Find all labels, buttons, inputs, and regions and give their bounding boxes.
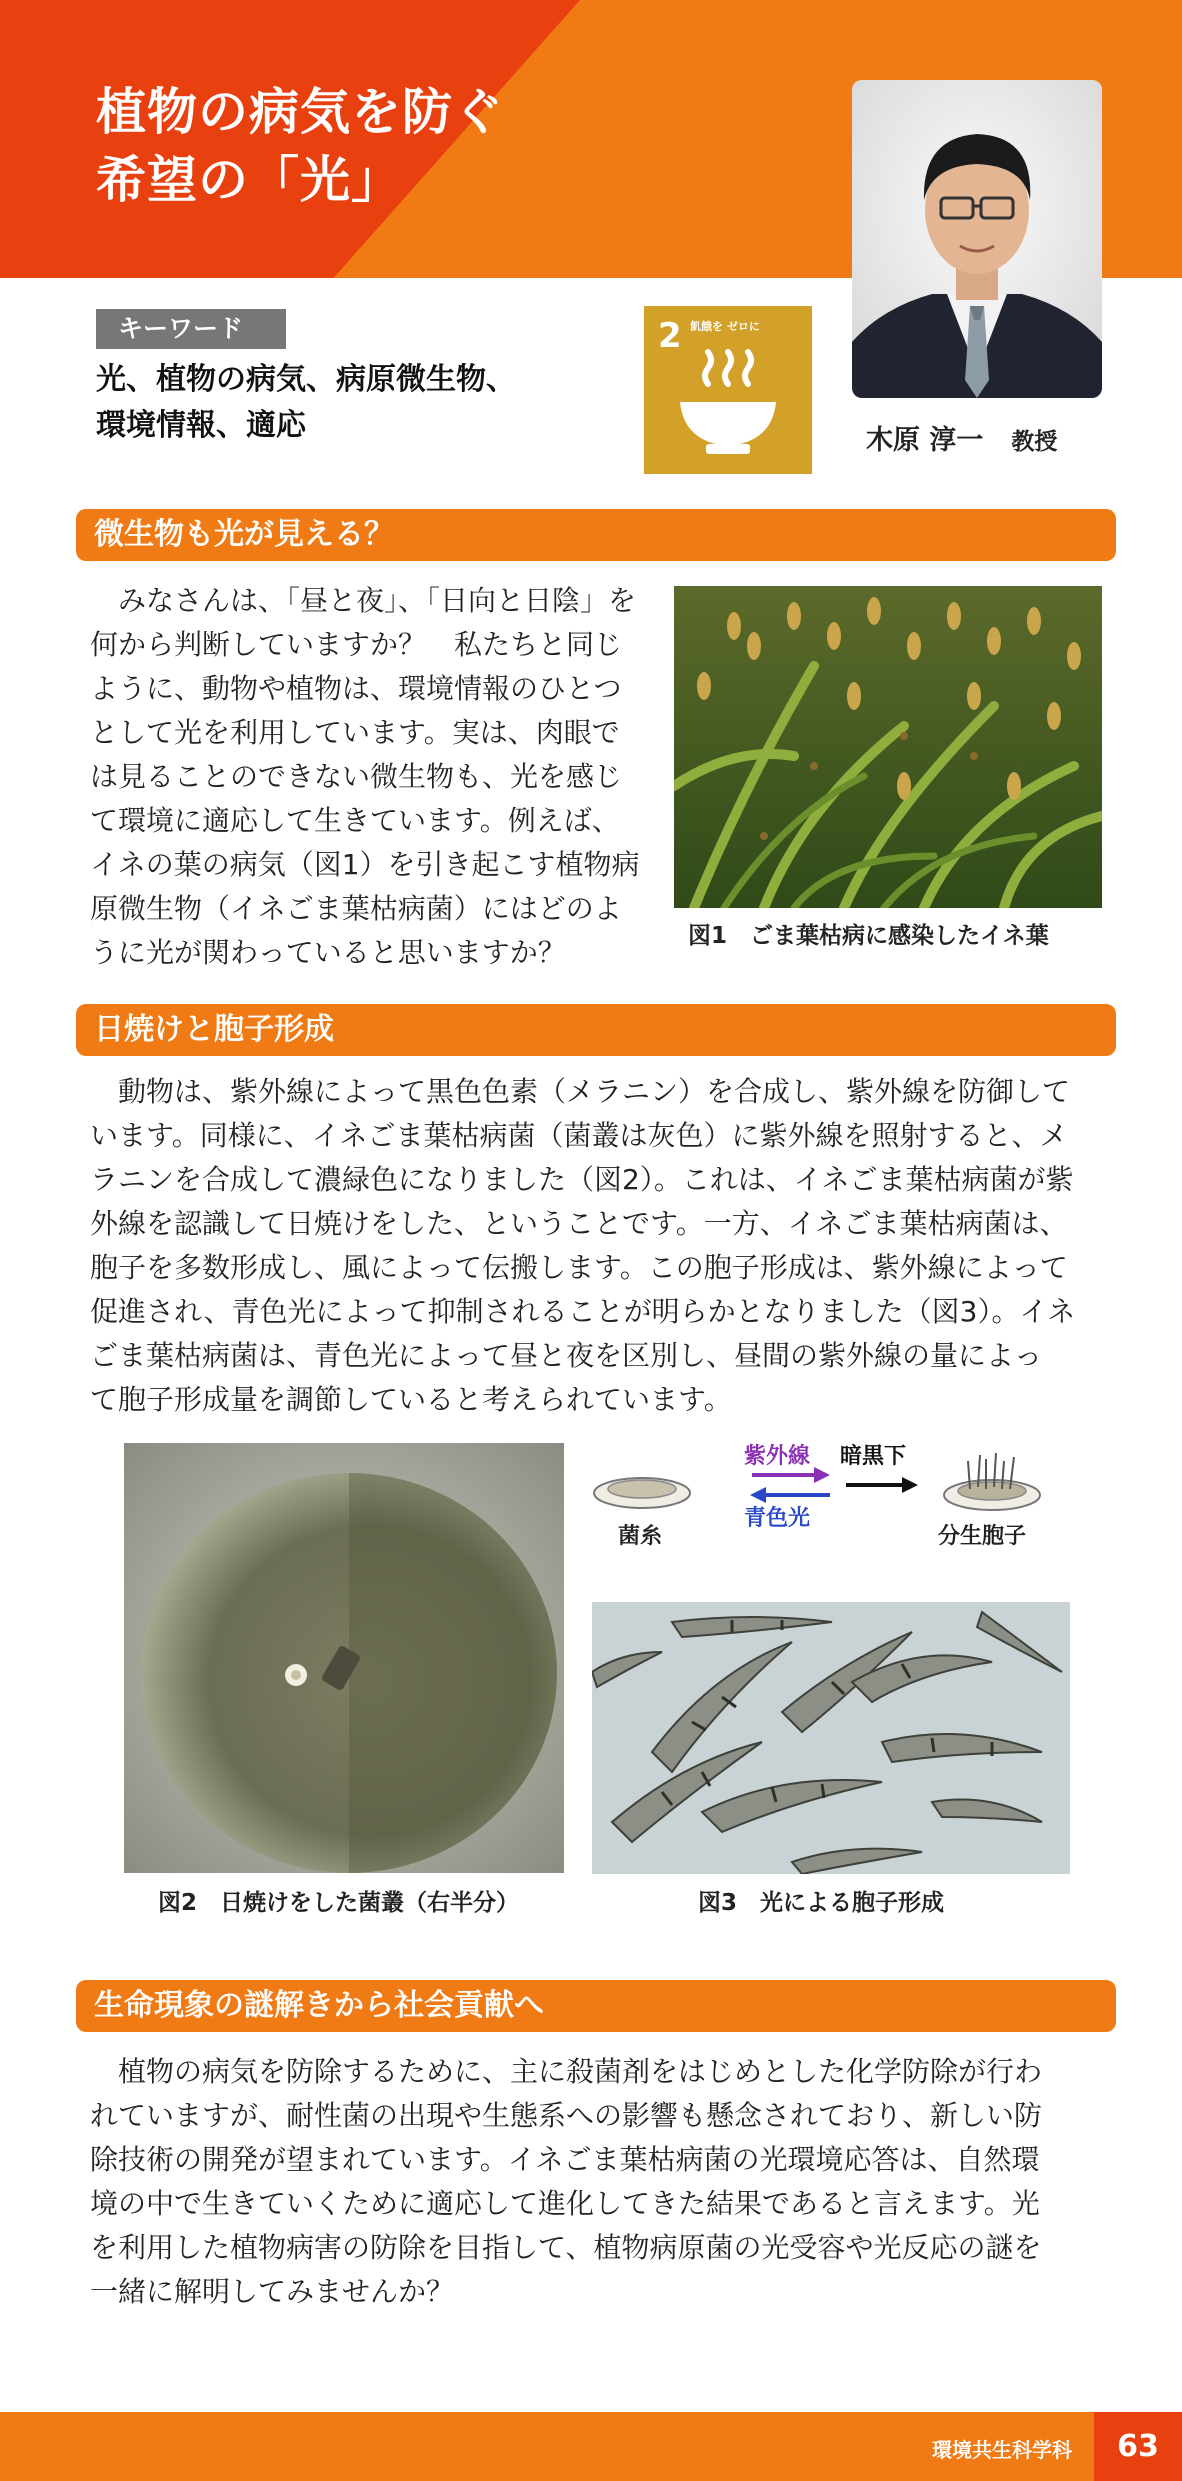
text-line: ごま葉枯病菌は、青色光によって昼と夜を区別し、昼間の紫外線の量によっ — [90, 1339, 1043, 1372]
mycelium-label: 菌糸 — [618, 1524, 663, 1549]
professor-name: 木原 淳一 — [866, 425, 984, 456]
text-line: います。同様に、イネごま葉枯病菌（菌叢は灰色）に紫外線を照射すると、メ — [90, 1119, 1068, 1152]
footer-bar — [0, 2412, 1182, 2481]
text-line: 除技術の開発が望まれています。イネごま葉枯病菌の光環境応答は、自然環 — [90, 2143, 1040, 2176]
text-line: 植物の病気を防除するために、主に殺菌剤をはじめとした化学防除が行わ — [90, 2055, 1043, 2088]
keyword-line-2: 環境情報、適応 — [96, 408, 306, 443]
figure3-caption: 図3 光による胞子形成 — [698, 1890, 945, 1916]
text-line: みなさんは、「昼と夜」、「日向と日陰」を — [90, 584, 637, 617]
keyword-line-1: 光、植物の病気、病原微生物、 — [96, 362, 516, 397]
professor-rank: 教授 — [1011, 429, 1058, 455]
sdg-goal-2-icon — [644, 306, 812, 474]
section3-paragraph — [90, 2050, 1110, 2314]
text-line: を利用した植物病害の防除を目指して、植物病原菌の光受容や光反応の謎を — [90, 2231, 1042, 2264]
text-line: て胞子形成量を調節していると考えられています。 — [90, 1383, 732, 1416]
figure3-spore-micrograph — [592, 1602, 1070, 1874]
text-line: 境の中で生きていくために適応して進化してきた結果であると言えます。光 — [90, 2187, 1040, 2220]
section-heading-2: 日焼けと胞子形成 — [76, 1004, 1116, 1056]
text-line: 胞子を多数形成し、風によって伝搬します。この胞子形成は、紫外線によって — [90, 1251, 1068, 1284]
figure2-colony-photo — [124, 1443, 564, 1873]
uv-label: 紫外線 — [744, 1444, 811, 1469]
text-line: うに光が関わっていると思いますか？ — [90, 936, 566, 969]
dark-label: 暗黒下 — [840, 1444, 907, 1469]
figure2-caption: 図2 日焼けをした菌叢（右半分） — [158, 1890, 520, 1916]
keyword-label: キーワード — [96, 309, 286, 349]
text-line: 一緒に解明してみませんか？ — [90, 2275, 455, 2308]
text-line: イネの葉の病気（図1）を引き起こす植物病 — [90, 848, 640, 881]
text-line: ラニンを合成して濃緑色になりました（図2）。これは、イネごま葉枯病菌が紫 — [90, 1163, 1074, 1196]
text-line: 外線を認識して日焼けをした、ということです。一方、イネごま葉枯病菌は、 — [90, 1207, 1068, 1240]
footer-department: 環境共生科学科 — [932, 2438, 1072, 2462]
section2-paragraph — [90, 1070, 1110, 1422]
figure3-diagram — [592, 1443, 1092, 1573]
title-line-2: 希望の「光」 — [96, 151, 402, 209]
blue-light-label: 青色光 — [744, 1506, 811, 1531]
section1-paragraph — [90, 579, 650, 975]
text-line: として光を利用しています。実は、肉眼で — [90, 716, 620, 749]
page-number: 63 — [1094, 2412, 1182, 2481]
professor-name-block — [866, 418, 1057, 457]
keyword-list — [96, 357, 516, 449]
text-line: 何から判断していますか？ 私たちと同じ — [90, 628, 623, 661]
section-heading-1: 微生物も光が見える？ — [76, 509, 1116, 561]
page-title — [96, 78, 504, 214]
text-line: 促進され、青色光によって抑制されることが明らかとなりました（図3）。イネ — [90, 1295, 1076, 1328]
bowl-icon — [644, 306, 812, 474]
text-line: 原微生物（イネごま葉枯病菌）にはどのよ — [90, 892, 622, 925]
section-heading-3: 生命現象の謎解きから社会貢献へ — [76, 1980, 1116, 2032]
professor-portrait — [852, 80, 1102, 398]
figure1-caption: 図1 ごま葉枯病に感染したイネ葉 — [688, 923, 1049, 949]
conidia-label: 分生胞子 — [938, 1524, 1027, 1549]
title-line-1: 植物の病気を防ぐ — [96, 83, 504, 141]
text-line: て環境に適応して生きています。例えば、 — [90, 804, 620, 837]
text-line: れていますが、耐性菌の出現や生態系への影響も懸念されており、新しい防 — [90, 2099, 1043, 2132]
text-line: は見ることのできない微生物も、光を感じ — [90, 760, 623, 793]
sdg-number: 2 — [658, 316, 682, 356]
text-line: ように、動物や植物は、環境情報のひとつ — [90, 672, 622, 705]
figure1-rice-leaves-photo — [674, 586, 1102, 908]
sdg-label: 飢餓を ゼロに — [690, 320, 760, 333]
text-line: 動物は、紫外線によって黒色色素（メラニン）を合成し、紫外線を防御して — [90, 1075, 1071, 1108]
